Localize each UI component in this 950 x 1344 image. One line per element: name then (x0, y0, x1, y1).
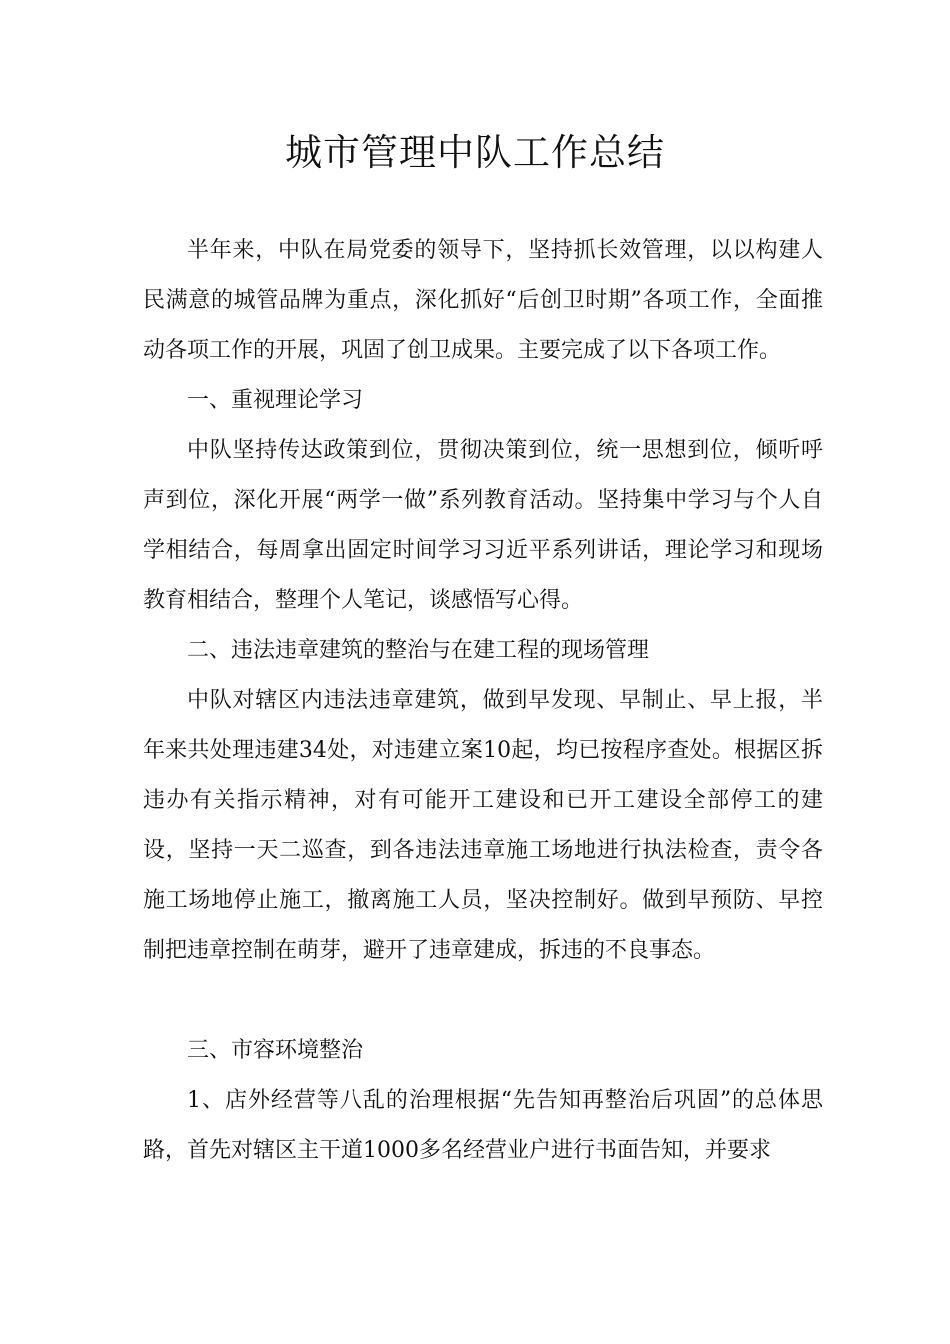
document-title: 城市管理中队工作总结 (285, 131, 665, 174)
section-heading-1: 一、重视理论学习 (187, 388, 364, 413)
document-body (143, 226, 823, 1176)
section-heading-3: 三、市容环境整治 (187, 1038, 364, 1063)
paragraph-illegal-construction: 中队对辖区内违法违章建筑，做到早发现、早制止、早上报，半年来共处理违建34处，对违建立案10起，均已按程序查处。根据区拆违办有关指示精神，对有可能开工建设和已开工建设全部停工的建设，坚持一天二巡查，到各违法违章施工场地进行执法检查，责令各施工场地停止施工，撤离施工人员，坚决控制好。做到早预防、早控制把违章控制在萌芽，避开了违章建成，拆违的不良事态。 (143, 688, 823, 963)
paragraph-spacer (143, 976, 823, 1026)
paragraph-city-appearance: 1、店外经营等八乱的治理根据“先告知再整治后巩固”的总体思路，首先对辖区主干道1000多名经营业户进行书面告知，并要求 (143, 1088, 823, 1163)
paragraph-intro: 半年来，中队在局党委的领导下，坚持抓长效管理，以以构建人民满意的城管品牌为重点，深化抓好“后创卫时期”各项工作，全面推动各项工作的开展，巩固了创卫成果。主要完成了以下各项工作。 (143, 238, 823, 363)
section-heading-2: 二、违法违章建筑的整治与在建工程的现场管理 (187, 638, 650, 663)
paragraph-theory-study: 中队坚持传达政策到位，贯彻决策到位，统一思想到位，倾听呼声到位，深化开展“两学一做”系列教育活动。坚持集中学习与个人自学相结合，每周拿出固定时间学习习近平系列讲话，理论学习和现场教育相结合，整理个人笔记，谈感悟写心得。 (143, 438, 823, 613)
